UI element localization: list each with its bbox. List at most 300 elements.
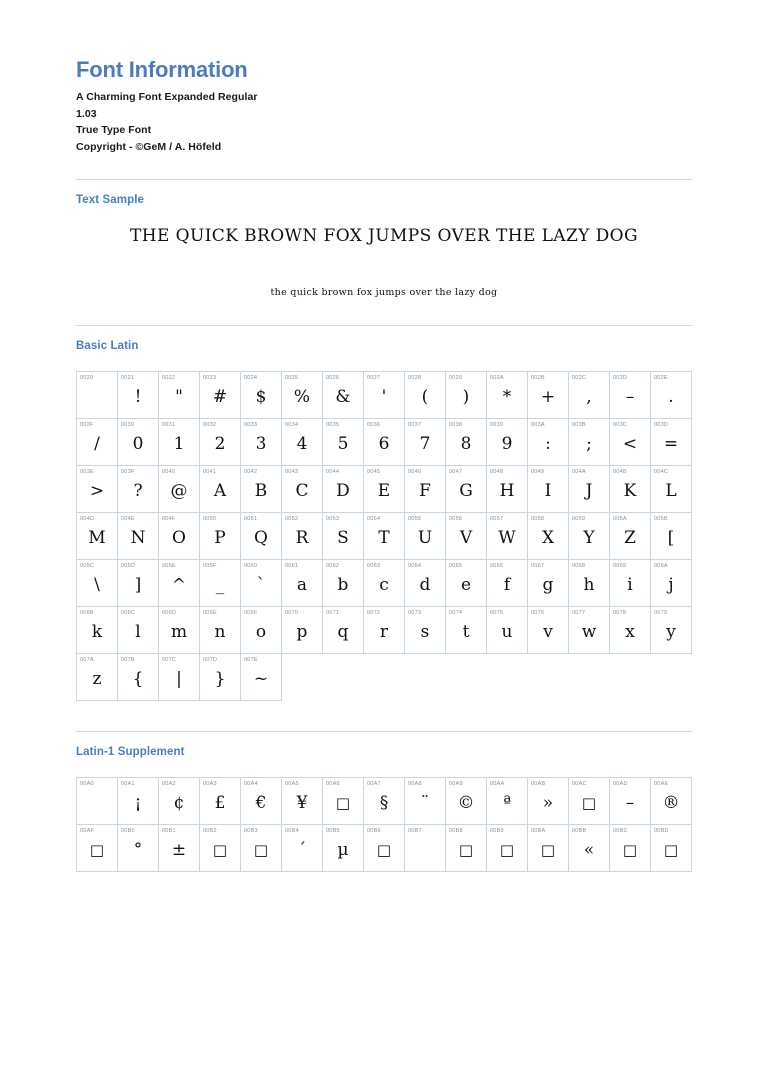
- glyph-cell[interactable]: [159, 560, 200, 607]
- glyph-codepoint: 0049: [531, 469, 545, 476]
- glyph-codepoint: 0073: [408, 610, 422, 617]
- glyph-cell[interactable]: [323, 560, 364, 607]
- glyph-preview: N: [130, 528, 146, 549]
- glyph-cell[interactable]: [77, 466, 118, 513]
- glyph-preview: W: [498, 528, 516, 549]
- glyph-cell[interactable]: [487, 778, 528, 825]
- glyph-preview: f: [503, 575, 511, 596]
- glyph-cell[interactable]: [569, 607, 610, 654]
- glyph-cell[interactable]: [569, 372, 610, 419]
- glyph-preview: C: [295, 481, 309, 502]
- glyph-cell[interactable]: [159, 419, 200, 466]
- glyph-codepoint: 002F: [80, 422, 94, 429]
- glyph-cell[interactable]: [118, 607, 159, 654]
- glyph-cell[interactable]: [528, 372, 569, 419]
- glyph-cell[interactable]: [405, 607, 446, 654]
- glyph-preview: i: [627, 575, 633, 596]
- glyph-preview: 4: [296, 434, 308, 455]
- glyph-cell[interactable]: [200, 419, 241, 466]
- font-version: 1.03: [76, 107, 97, 120]
- glyph-codepoint: 003C: [613, 422, 628, 429]
- glyph-cell[interactable]: [200, 607, 241, 654]
- glyph-preview: c: [379, 575, 389, 596]
- glyph-codepoint: 005B: [654, 516, 668, 523]
- glyph-cell[interactable]: [323, 778, 364, 825]
- glyph-cell[interactable]: [118, 419, 159, 466]
- glyph-codepoint: 0048: [490, 469, 504, 476]
- glyph-codepoint: 00A8: [408, 781, 422, 788]
- glyph-cell[interactable]: [77, 778, 118, 825]
- glyph-codepoint: 0052: [285, 516, 299, 523]
- glyph-cell[interactable]: [159, 607, 200, 654]
- glyph-preview: €: [255, 793, 267, 814]
- glyph-cell[interactable]: [528, 513, 569, 560]
- glyph-cell[interactable]: [77, 513, 118, 560]
- glyph-cell[interactable]: [200, 825, 241, 872]
- glyph-cell[interactable]: [446, 607, 487, 654]
- glyph-cell[interactable]: [446, 372, 487, 419]
- glyph-cell[interactable]: [487, 825, 528, 872]
- glyph-cell[interactable]: [405, 778, 446, 825]
- glyph-cell-empty: [323, 654, 364, 701]
- glyph-preview: a: [296, 575, 308, 596]
- glyph-cell[interactable]: [528, 607, 569, 654]
- glyph-cell[interactable]: [651, 513, 692, 560]
- glyph-cell[interactable]: [241, 607, 282, 654]
- glyph-cell-empty: [487, 654, 528, 701]
- glyph-cell-empty: [446, 654, 487, 701]
- glyph-preview: }: [214, 669, 226, 690]
- glyph-cell[interactable]: [405, 466, 446, 513]
- glyph-cell[interactable]: [569, 560, 610, 607]
- glyph-cell[interactable]: [200, 654, 241, 701]
- glyph-codepoint: 0065: [449, 563, 463, 570]
- glyph-cell[interactable]: [159, 654, 200, 701]
- glyph-cell[interactable]: [118, 778, 159, 825]
- glyph-preview: L: [665, 481, 677, 502]
- glyph-cell[interactable]: [118, 372, 159, 419]
- glyph-cell[interactable]: [446, 825, 487, 872]
- glyph-preview: M: [88, 528, 106, 549]
- glyph-cell[interactable]: [364, 778, 405, 825]
- glyph-preview: I: [544, 481, 552, 502]
- page-header: [76, 58, 692, 155]
- glyph-codepoint: 004A: [572, 469, 586, 476]
- glyph-codepoint: 00BB: [572, 828, 587, 835]
- glyph-codepoint: 0034: [285, 422, 299, 429]
- glyph-cell[interactable]: [118, 560, 159, 607]
- glyph-preview: D: [336, 481, 350, 502]
- glyph-row: [77, 513, 692, 560]
- glyph-codepoint: 0072: [367, 610, 381, 617]
- glyph-preview: (: [421, 387, 429, 408]
- glyph-row: [77, 825, 692, 872]
- glyph-preview: [: [667, 528, 675, 549]
- glyph-preview: J: [585, 481, 593, 502]
- glyph-codepoint: 0062: [326, 563, 340, 570]
- glyph-codepoint: 0031: [162, 422, 176, 429]
- glyph-preview: «: [583, 840, 595, 861]
- glyph-codepoint: 00AF: [80, 828, 95, 835]
- glyph-cell[interactable]: [651, 466, 692, 513]
- glyph-preview: n: [214, 622, 226, 643]
- glyph-codepoint: 0075: [490, 610, 504, 617]
- glyph-codepoint: 0042: [244, 469, 258, 476]
- glyph-row: [77, 654, 692, 701]
- section-title-basic-latin: Basic Latin: [76, 340, 139, 353]
- glyph-cell[interactable]: [77, 419, 118, 466]
- glyph-codepoint: 0069: [613, 563, 627, 570]
- glyph-cell[interactable]: [323, 825, 364, 872]
- glyph-cell[interactable]: [405, 372, 446, 419]
- glyph-cell[interactable]: [610, 825, 651, 872]
- glyph-preview: :: [545, 434, 551, 455]
- glyph-grid-body-basic-latin: [77, 372, 692, 701]
- glyph-preview: >: [89, 481, 105, 502]
- glyph-preview: <: [622, 434, 638, 455]
- glyph-preview: {: [132, 669, 144, 690]
- glyph-cell[interactable]: [159, 778, 200, 825]
- glyph-codepoint: 0032: [203, 422, 217, 429]
- glyph-preview: ©: [457, 793, 475, 814]
- glyph-codepoint: 006E: [203, 610, 217, 617]
- glyph-preview: p: [296, 622, 308, 643]
- glyph-cell[interactable]: [487, 372, 528, 419]
- glyph-codepoint: 0058: [531, 516, 545, 523]
- glyph-cell[interactable]: [241, 825, 282, 872]
- glyph-codepoint: 0054: [367, 516, 381, 523]
- glyph-codepoint: 00B8: [449, 828, 463, 835]
- glyph-cell[interactable]: [364, 513, 405, 560]
- glyph-cell[interactable]: [323, 419, 364, 466]
- glyph-preview: .: [668, 387, 674, 408]
- glyph-cell[interactable]: [323, 607, 364, 654]
- glyph-cell[interactable]: [200, 513, 241, 560]
- glyph-codepoint: 00A4: [244, 781, 258, 788]
- glyph-preview: ): [462, 387, 470, 408]
- glyph-cell[interactable]: [528, 466, 569, 513]
- glyph-cell[interactable]: [241, 778, 282, 825]
- glyph-cell[interactable]: [282, 466, 323, 513]
- glyph-codepoint: 0064: [408, 563, 422, 570]
- glyph-cell[interactable]: [487, 466, 528, 513]
- glyph-preview: ®: [662, 793, 680, 814]
- glyph-cell[interactable]: [610, 466, 651, 513]
- glyph-preview: j: [668, 575, 674, 596]
- glyph-cell[interactable]: [282, 419, 323, 466]
- font-name: A Charming Font Expanded Regular: [76, 91, 258, 104]
- glyph-codepoint: 006F: [244, 610, 258, 617]
- glyph-cell[interactable]: [405, 513, 446, 560]
- glyph-preview: #: [212, 387, 228, 408]
- glyph-cell[interactable]: [610, 607, 651, 654]
- glyph-codepoint: 007A: [80, 657, 94, 664]
- glyph-cell[interactable]: [241, 372, 282, 419]
- glyph-cell[interactable]: [200, 778, 241, 825]
- text-sample-uppercase: THE QUICK BROWN FOX JUMPS OVER THE LAZY DOG: [130, 226, 638, 247]
- glyph-cell[interactable]: [528, 419, 569, 466]
- glyph-cell[interactable]: [118, 513, 159, 560]
- glyph-preview: z: [92, 669, 102, 690]
- glyph-codepoint: 002D: [613, 375, 628, 382]
- glyph-cell[interactable]: [651, 778, 692, 825]
- glyph-cell[interactable]: [651, 607, 692, 654]
- glyph-cell[interactable]: [364, 419, 405, 466]
- glyph-codepoint: 003E: [80, 469, 94, 476]
- glyph-cell[interactable]: [610, 513, 651, 560]
- glyph-cell[interactable]: [200, 372, 241, 419]
- glyph-cell[interactable]: [241, 560, 282, 607]
- glyph-cell[interactable]: [405, 560, 446, 607]
- glyph-preview: &: [335, 387, 351, 408]
- glyph-codepoint: 0043: [285, 469, 299, 476]
- glyph-codepoint: 00AD: [613, 781, 628, 788]
- glyph-preview: 6: [378, 434, 390, 455]
- page-content: [76, 58, 692, 872]
- glyph-cell[interactable]: [159, 513, 200, 560]
- missing-glyph-icon: □: [212, 841, 228, 860]
- glyph-cell[interactable]: [323, 466, 364, 513]
- glyph-preview: U: [417, 528, 433, 549]
- glyph-codepoint: 005A: [613, 516, 627, 523]
- glyph-codepoint: 004F: [162, 516, 176, 523]
- glyph-cell-empty: [610, 654, 651, 701]
- glyph-preview: [405, 835, 445, 869]
- glyph-preview: k: [91, 622, 103, 643]
- glyph-preview: ¨: [420, 793, 430, 814]
- glyph-cell[interactable]: [446, 560, 487, 607]
- glyph-cell[interactable]: [610, 778, 651, 825]
- glyph-cell[interactable]: [118, 825, 159, 872]
- glyph-codepoint: 00A7: [367, 781, 381, 788]
- glyph-cell[interactable]: [610, 560, 651, 607]
- glyph-preview: T: [378, 528, 390, 549]
- glyph-row: [77, 778, 692, 825]
- glyph-cell[interactable]: [241, 513, 282, 560]
- glyph-codepoint: 0039: [490, 422, 504, 429]
- glyph-codepoint: 0026: [326, 375, 340, 382]
- glyph-cell[interactable]: [77, 607, 118, 654]
- glyph-preview: _: [215, 575, 225, 596]
- glyph-cell[interactable]: [446, 778, 487, 825]
- glyph-cell[interactable]: [569, 466, 610, 513]
- glyph-codepoint: 0078: [613, 610, 627, 617]
- glyph-codepoint: 00BA: [531, 828, 546, 835]
- glyph-cell[interactable]: [528, 778, 569, 825]
- glyph-cell[interactable]: [487, 560, 528, 607]
- glyph-codepoint: 0035: [326, 422, 340, 429]
- glyph-codepoint: 0021: [121, 375, 135, 382]
- glyph-cell[interactable]: [282, 825, 323, 872]
- glyph-cell-empty: [282, 654, 323, 701]
- glyph-cell-empty: [651, 654, 692, 701]
- missing-glyph-icon: □: [89, 841, 105, 860]
- glyph-codepoint: 005D: [121, 563, 136, 570]
- glyph-preview: £: [214, 793, 226, 814]
- glyph-codepoint: 0067: [531, 563, 545, 570]
- glyph-codepoint: 00A6: [326, 781, 340, 788]
- glyph-preview: m: [170, 622, 188, 643]
- glyph-preview: ¡: [134, 793, 142, 814]
- glyph-preview: V: [459, 528, 473, 549]
- glyph-preview: Z: [624, 528, 636, 549]
- glyph-cell[interactable]: [77, 560, 118, 607]
- glyph-cell[interactable]: [405, 419, 446, 466]
- glyph-cell[interactable]: [282, 607, 323, 654]
- glyph-cell[interactable]: [364, 466, 405, 513]
- glyph-codepoint: 0038: [449, 422, 463, 429]
- glyph-preview: =: [663, 434, 679, 455]
- glyph-cell[interactable]: [159, 372, 200, 419]
- glyph-cell[interactable]: [159, 825, 200, 872]
- glyph-preview: ]: [134, 575, 142, 596]
- glyph-cell-empty: [405, 654, 446, 701]
- glyph-codepoint: 007B: [121, 657, 135, 664]
- glyph-preview: 0: [132, 434, 144, 455]
- glyph-cell[interactable]: [77, 654, 118, 701]
- glyph-cell[interactable]: [241, 419, 282, 466]
- glyph-preview: ¢: [173, 793, 185, 814]
- glyph-preview: 3: [255, 434, 267, 455]
- glyph-cell[interactable]: [282, 372, 323, 419]
- glyph-cell[interactable]: [487, 419, 528, 466]
- glyph-codepoint: 0047: [449, 469, 463, 476]
- glyph-cell[interactable]: [282, 560, 323, 607]
- glyph-cell[interactable]: [364, 372, 405, 419]
- glyph-codepoint: 003F: [121, 469, 135, 476]
- glyph-preview: 9: [501, 434, 513, 455]
- glyph-preview: –: [625, 387, 635, 408]
- glyph-cell[interactable]: [159, 466, 200, 513]
- missing-glyph-icon: □: [458, 841, 474, 860]
- glyph-codepoint: 00AA: [490, 781, 505, 788]
- glyph-preview: ^: [171, 575, 187, 596]
- glyph-codepoint: 0027: [367, 375, 381, 382]
- glyph-cell[interactable]: [241, 466, 282, 513]
- glyph-codepoint: 0036: [367, 422, 381, 429]
- page-title: Font Information: [76, 57, 248, 82]
- glyph-preview: u: [501, 622, 513, 643]
- glyph-cell[interactable]: [651, 825, 692, 872]
- glyph-cell[interactable]: [446, 419, 487, 466]
- glyph-cell[interactable]: [610, 419, 651, 466]
- glyph-codepoint: 0066: [490, 563, 504, 570]
- glyph-codepoint: 00B6: [367, 828, 381, 835]
- glyph-preview: »: [542, 793, 554, 814]
- glyph-cell[interactable]: [282, 778, 323, 825]
- glyph-codepoint: 0063: [367, 563, 381, 570]
- glyph-cell[interactable]: [528, 825, 569, 872]
- glyph-cell[interactable]: [610, 372, 651, 419]
- glyph-cell[interactable]: [446, 513, 487, 560]
- glyph-codepoint: 0044: [326, 469, 340, 476]
- glyph-preview: *: [502, 387, 512, 408]
- glyph-cell[interactable]: [651, 419, 692, 466]
- glyph-preview: µ: [337, 840, 349, 861]
- glyph-cell[interactable]: [528, 560, 569, 607]
- glyph-preview: °: [133, 840, 143, 861]
- glyph-cell[interactable]: [282, 513, 323, 560]
- glyph-codepoint: 0055: [408, 516, 422, 523]
- glyph-preview: 8: [460, 434, 472, 455]
- glyph-preview: F: [419, 481, 431, 502]
- glyph-cell[interactable]: [446, 466, 487, 513]
- glyph-codepoint: 0076: [531, 610, 545, 617]
- glyph-preview: ': [381, 387, 387, 408]
- glyph-codepoint: 0046: [408, 469, 422, 476]
- glyph-codepoint: 0053: [326, 516, 340, 523]
- glyph-codepoint: 0037: [408, 422, 422, 429]
- glyph-cell[interactable]: [364, 825, 405, 872]
- glyph-codepoint: 0056: [449, 516, 463, 523]
- glyph-cell[interactable]: [118, 466, 159, 513]
- missing-glyph-icon: □: [253, 841, 269, 860]
- glyph-codepoint: 004D: [80, 516, 95, 523]
- font-copyright: Copyright - ©GeM / A. Höfeld: [76, 140, 222, 153]
- glyph-cell[interactable]: [364, 607, 405, 654]
- glyph-cell[interactable]: [118, 654, 159, 701]
- glyph-cell[interactable]: [364, 560, 405, 607]
- glyph-codepoint: 0074: [449, 610, 463, 617]
- glyph-row: [77, 419, 692, 466]
- glyph-preview: !: [134, 387, 142, 408]
- glyph-preview: x: [625, 622, 635, 643]
- glyph-codepoint: 0040: [162, 469, 176, 476]
- font-format: True Type Font: [76, 124, 152, 137]
- glyph-preview: r: [379, 622, 389, 643]
- glyph-cell[interactable]: [569, 513, 610, 560]
- glyph-cell[interactable]: [569, 419, 610, 466]
- glyph-cell[interactable]: [77, 825, 118, 872]
- glyph-cell[interactable]: [651, 560, 692, 607]
- glyph-cell-empty: [569, 654, 610, 701]
- glyph-codepoint: 004C: [654, 469, 669, 476]
- glyph-cell[interactable]: [405, 825, 446, 872]
- glyph-codepoint: 00AB: [531, 781, 546, 788]
- glyph-codepoint: 0077: [572, 610, 586, 617]
- glyph-cell[interactable]: [569, 825, 610, 872]
- glyph-grid-latin1-supplement: [76, 777, 692, 872]
- glyph-preview: H: [499, 481, 515, 502]
- glyph-codepoint: 00B1: [162, 828, 176, 835]
- glyph-codepoint: 00B0: [121, 828, 135, 835]
- glyph-cell[interactable]: [651, 372, 692, 419]
- glyph-codepoint: 0061: [285, 563, 299, 570]
- glyph-cell[interactable]: [323, 513, 364, 560]
- glyph-cell[interactable]: [487, 513, 528, 560]
- glyph-cell[interactable]: [77, 372, 118, 419]
- glyph-codepoint: 0050: [203, 516, 217, 523]
- glyph-codepoint: 003B: [572, 422, 586, 429]
- glyph-cell[interactable]: [569, 778, 610, 825]
- glyph-codepoint: 00BD: [654, 828, 669, 835]
- glyph-preview: y: [666, 622, 676, 643]
- glyph-cell[interactable]: [487, 607, 528, 654]
- glyph-grid-basic-latin: [76, 371, 692, 701]
- glyph-codepoint: 00AE: [654, 781, 669, 788]
- glyph-cell[interactable]: [323, 372, 364, 419]
- glyph-codepoint: 006B: [80, 610, 94, 617]
- glyph-preview: [77, 788, 117, 822]
- glyph-codepoint: 002A: [490, 375, 504, 382]
- glyph-codepoint: 006C: [121, 610, 136, 617]
- section-title-text-sample: Text Sample: [76, 194, 144, 207]
- glyph-cell[interactable]: [241, 654, 282, 701]
- glyph-codepoint: 0059: [572, 516, 586, 523]
- glyph-cell[interactable]: [200, 466, 241, 513]
- glyph-cell[interactable]: [200, 560, 241, 607]
- glyph-codepoint: 0028: [408, 375, 422, 382]
